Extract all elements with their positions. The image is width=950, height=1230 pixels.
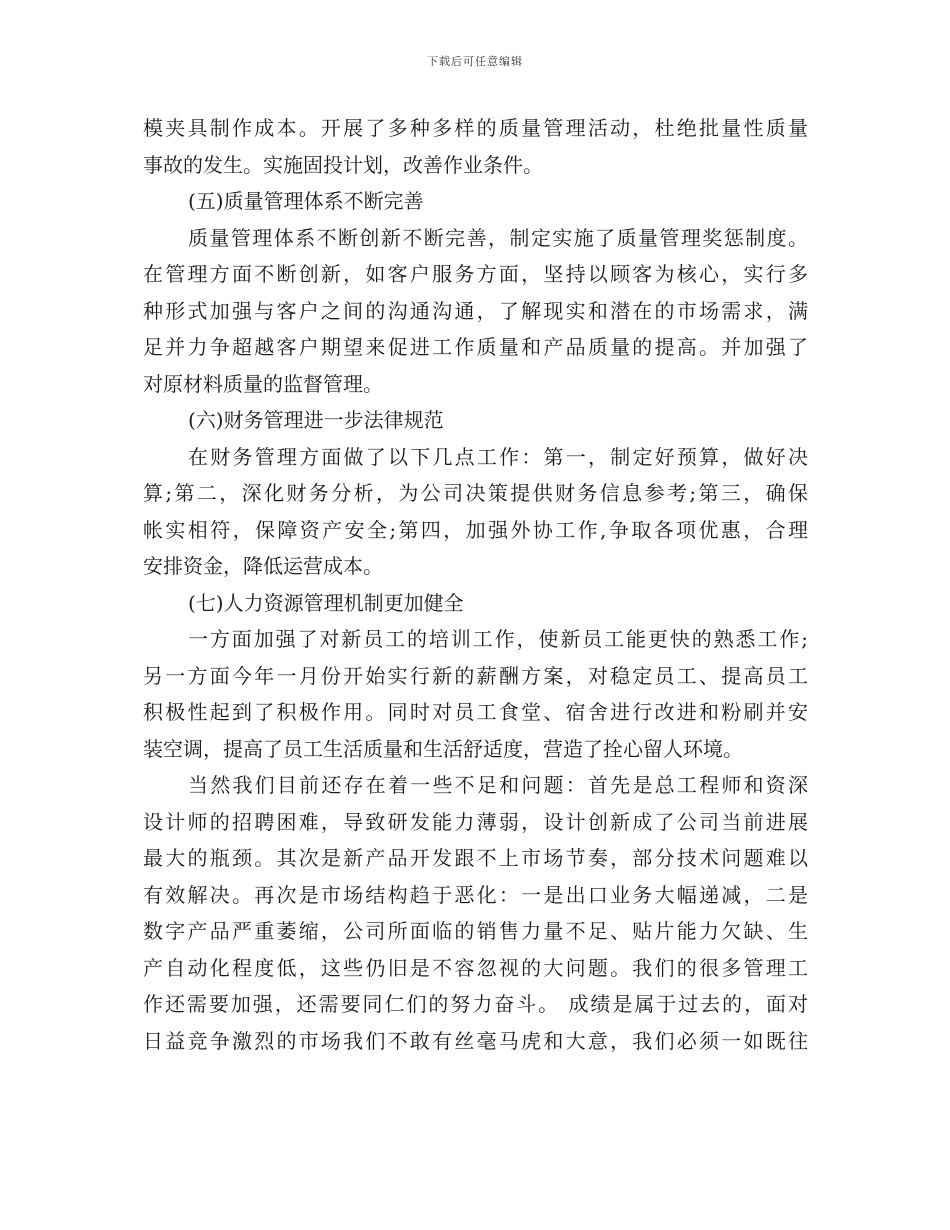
text-line: 装空调，提高了员工生活质量和生活舒适度，营造了拴心留人环境。 [143,736,743,761]
text-line: 产自动化程度低，这些仍旧是不容忽视的大问题。我们的很多管理工 [143,955,808,980]
text-line: 日益竞争激烈的市场我们不敢有丝毫马虎和大意，我们必须一如既往 [143,1028,808,1053]
text-line: 当然我们目前还存在着一些不足和问题：首先是总工程师和资深 [188,773,808,797]
text-line: 数字产品严重萎缩，公司所面临的销售力量不足、贴片能力欠缺、生 [143,919,808,943]
text-line: 作还需要加强，还需要同仁们的努力奋斗。 成绩是属于过去的，面对 [143,992,808,1016]
text-line: 算;第二，深化财务分析，为公司决策提供财务信息参考;第三，确保 [143,481,808,505]
text-line: 最大的瓶颈。其次是新产品开发跟不上市场节奏，部分技术问题难以 [143,846,808,870]
text-line: 种形式加强与客户之间的沟通沟通，了解现实和潜在的市场需求，满 [143,298,808,323]
text-line: 一方面加强了对新员工的培训工作，使新员工能更快的熟悉工作; [188,627,808,651]
text-line: 对原材料质量的监督管理。 [143,371,383,396]
text-line: 积极性起到了积极作用。同时对员工食堂、宿舍进行改进和粉刷并安 [143,700,808,724]
text-line: 模夹具制作成本。开展了多种多样的质量管理活动，杜绝批量性质量 [143,116,808,140]
section-heading: (七)人力资源管理机制更加健全 [188,590,464,615]
text-line: 安排资金，降低运营成本。 [143,554,383,578]
text-line: 另一方面今年一月份开始实行新的薪酬方案，对稳定员工、提高员工 [143,663,808,688]
section-heading: (六)财务管理进一步法律规范 [188,408,444,432]
text-line: 帐实相符，保障资产安全;第四，加强外协工作,争取各项优惠，合理 [143,517,808,542]
text-line: 质量管理体系不断创新不断完善，制定实施了质量管理奖惩制度。 [188,225,808,250]
section-heading: (五)质量管理体系不断完善 [188,189,424,213]
document-body [143,110,808,1059]
text-line: 设计师的招聘困难，导致研发能力薄弱，设计创新成了公司当前进展 [143,809,808,834]
text-line: 有效解决。再次是市场结构趋于恶化：一是出口业务大幅递减，二是 [143,882,808,907]
text-line: 足并力争超越客户期望来促进工作质量和产品质量的提高。并加强了 [143,335,808,359]
text-line: 在管理方面不断创新，如客户服务方面，坚持以顾客为核心，实行多 [143,262,808,286]
text-line: 在财务管理方面做了以下几点工作：第一，制定好预算，做好决 [188,444,808,469]
page-header: 下载后可任意编辑 [427,55,523,68]
text-line: 事故的发生。实施固投计划，改善作业条件。 [143,152,543,177]
